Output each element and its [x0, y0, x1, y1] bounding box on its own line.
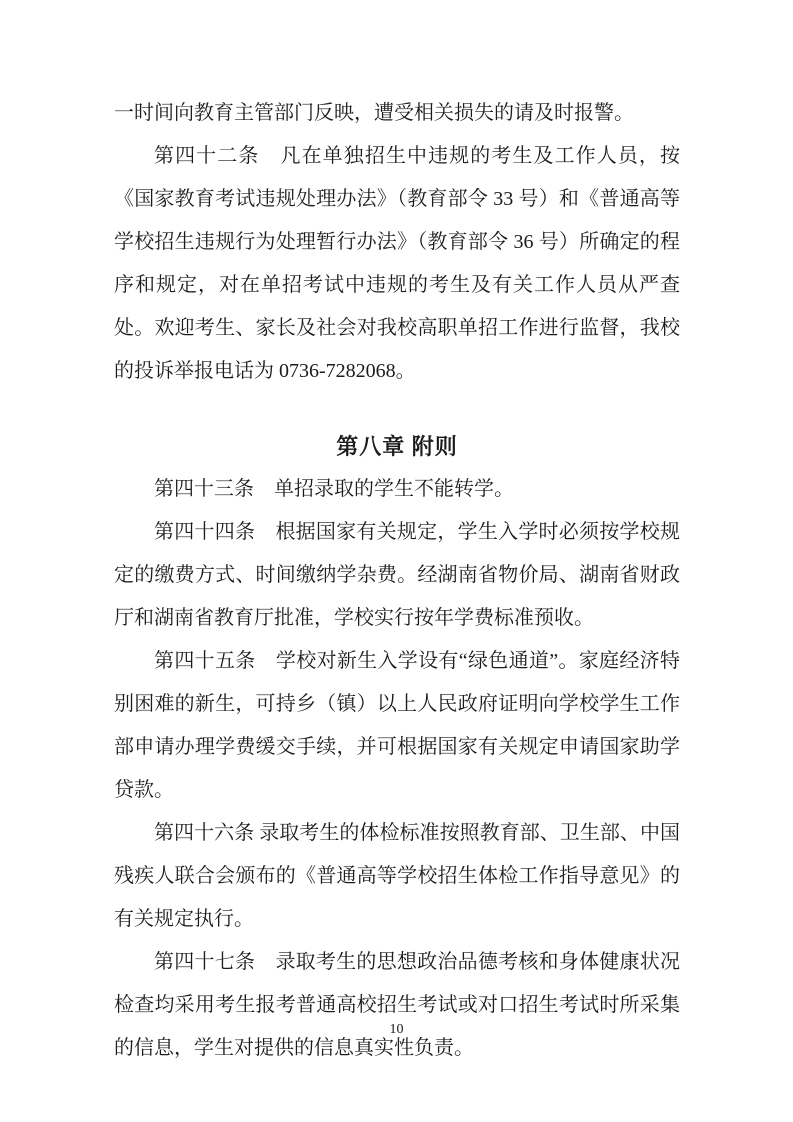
page-number: 10: [389, 1022, 404, 1037]
paragraph-article-42: 第四十二条 凡在单独招生中违规的考生及工作人员，按《国家教育考试违规处理办法》（教育部令 33 号）和《普通高等学校招生违规行为处理暂行办法》（教育部令 36 号）所确定的程序和规定，对在单招考试中违规的考生及有关工作人员从严查处。欢迎考生、家长及社会对我校高职单招工作进行监督，我校的投诉举报电话为 0736-7282068。: [114, 145, 680, 382]
chapter-heading: 第八章 附则: [336, 434, 458, 459]
paragraph-article-45: 第四十五条 学校对新生入学设有“绿色通道”。家庭经济特别困难的新生，可持乡（镇）以上人民政府证明向学校学生工作部申请办理学费缓交手续，并可根据国家有关规定申请国家助学贷款。: [114, 650, 680, 801]
document-body: [114, 92, 680, 1070]
paragraph-article-44: 第四十四条 根据国家有关规定，学生入学时必须按学校规定的缴费方式、时间缴纳学杂费。经湖南省物价局、湖南省财政厅和湖南省教育厅批准，学校实行按年学费标准预收。: [114, 521, 680, 629]
paragraph-continuation: 一时间向教育主管部门反映，遭受相关损失的请及时报警。: [114, 102, 634, 124]
paragraph-article-46: 第四十六条 录取考生的体检标准按照教育部、卫生部、中国残疾人联合会颁布的《普通高等学校招生体检工作指导意见》的有关规定执行。: [114, 822, 680, 930]
paragraph-article-47: 第四十七条 录取考生的思想政治品德考核和身体健康状况检查均采用考生报考普通高校招生考试或对口招生考试时所采集的信息，学生对提供的信息真实性负责。: [114, 951, 680, 1059]
paragraph-article-43: 第四十三条 单招录取的学生不能转学。: [154, 478, 514, 500]
